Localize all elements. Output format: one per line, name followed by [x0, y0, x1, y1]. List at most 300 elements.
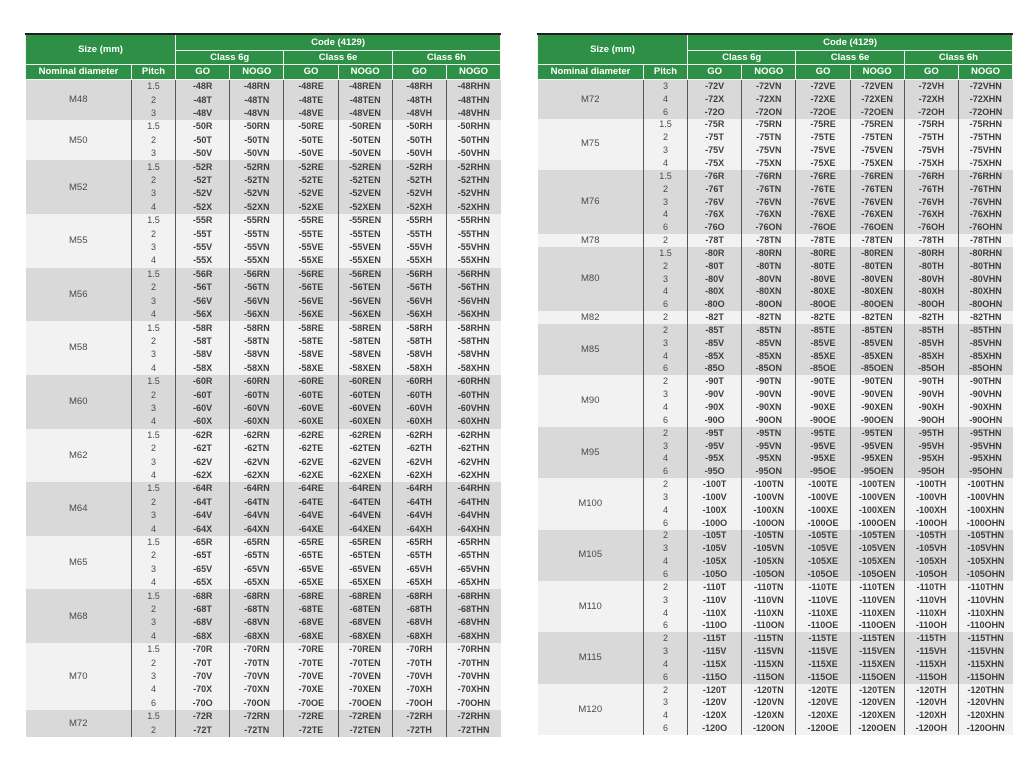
code-cell-6e-go: -72TE: [284, 724, 338, 737]
code-cell-6h-go: -110OH: [904, 619, 958, 632]
code-cell-6h-nogo: -60THN: [446, 388, 500, 401]
pitch-cell: 3: [132, 616, 176, 629]
pitch-cell: 1.5: [644, 170, 688, 183]
table-row: [538, 684, 1013, 697]
code-cell-6h-nogo: -105THN: [958, 530, 1012, 543]
code-cell-6h-nogo: -80VHN: [958, 273, 1012, 286]
code-cell-6h-go: -80OH: [904, 298, 958, 311]
code-cell-6h-go: -105XH: [904, 555, 958, 568]
header-pitch: Pitch: [644, 65, 688, 80]
pitch-cell: 2: [644, 375, 688, 388]
code-cell-6g-nogo: -105VN: [742, 542, 796, 555]
code-cell-6h-go: -110TH: [904, 581, 958, 594]
code-cell-6e-go: -65TE: [284, 549, 338, 562]
pitch-cell: 6: [644, 221, 688, 234]
code-cell-6e-nogo: -78TEN: [850, 234, 904, 247]
code-cell-6h-nogo: -72VHN: [958, 80, 1012, 93]
table-row: [538, 427, 1013, 440]
code-cell-6g-nogo: -76ON: [742, 221, 796, 234]
code-cell-6g-go: -95O: [688, 465, 742, 478]
pitch-cell: 4: [644, 208, 688, 221]
code-cell-6e-go: -68XE: [284, 630, 338, 643]
header-6h-go: GO: [392, 65, 446, 80]
code-cell-6g-go: -64X: [176, 522, 230, 535]
code-cell-6e-go: -95XE: [796, 452, 850, 465]
header-6h-nogo: NOGO: [446, 65, 500, 80]
code-cell-6g-go: -120V: [688, 697, 742, 710]
pitch-cell: 1.5: [132, 589, 176, 602]
code-cell-6h-nogo: -95OHN: [958, 465, 1012, 478]
code-cell-6e-nogo: -72XEN: [850, 93, 904, 106]
code-cell-6g-go: -115T: [688, 632, 742, 645]
code-cell-6g-go: -85T: [688, 324, 742, 337]
code-cell-6h-go: -80TH: [904, 260, 958, 273]
code-cell-6g-nogo: -55TN: [230, 227, 284, 240]
code-cell-6g-go: -52T: [176, 174, 230, 187]
code-cell-6e-go: -58TE: [284, 335, 338, 348]
pitch-cell: 4: [644, 658, 688, 671]
code-cell-6h-go: -62RH: [392, 429, 446, 442]
code-cell-6e-go: -58VE: [284, 348, 338, 361]
code-cell-6h-nogo: -110XHN: [958, 607, 1012, 620]
code-cell-6e-nogo: -65TEN: [338, 549, 392, 562]
code-cell-6g-nogo: -70TN: [230, 656, 284, 669]
code-cell-6g-go: -62R: [176, 429, 230, 442]
code-cell-6g-go: -90X: [688, 401, 742, 414]
table-row: [538, 234, 1013, 247]
code-cell-6h-go: -80XH: [904, 286, 958, 299]
header-6g-go: GO: [176, 65, 230, 80]
size-cell: M68: [26, 589, 132, 643]
pitch-cell: 1.5: [132, 268, 176, 281]
code-cell-6e-nogo: -68XEN: [338, 630, 392, 643]
code-cell-6h-nogo: -70RHN: [446, 643, 500, 656]
code-cell-6g-go: -68R: [176, 589, 230, 602]
code-cell-6g-go: -75X: [688, 157, 742, 170]
code-cell-6e-nogo: -90OEN: [850, 414, 904, 427]
table-row: [26, 482, 501, 495]
table-row: [26, 268, 501, 281]
code-cell-6h-nogo: -90VHN: [958, 388, 1012, 401]
code-cell-6e-go: -95VE: [796, 440, 850, 453]
code-cell-6g-go: -65T: [176, 549, 230, 562]
code-cell-6h-go: -90VH: [904, 388, 958, 401]
code-cell-6h-go: -52TH: [392, 174, 446, 187]
code-cell-6h-go: -65VH: [392, 563, 446, 576]
code-cell-6g-nogo: -120XN: [742, 709, 796, 722]
code-cell-6h-nogo: -55RHN: [446, 214, 500, 227]
pitch-cell: 4: [644, 286, 688, 299]
code-cell-6h-nogo: -65THN: [446, 549, 500, 562]
code-cell-6e-go: -55RE: [284, 214, 338, 227]
code-cell-6e-nogo: -70XEN: [338, 683, 392, 696]
code-cell-6h-nogo: -72THN: [446, 724, 500, 737]
code-cell-6e-go: -110TE: [796, 581, 850, 594]
code-cell-6h-go: -60RH: [392, 375, 446, 388]
code-cell-6h-go: -85OH: [904, 363, 958, 376]
code-cell-6e-go: -68VE: [284, 616, 338, 629]
code-cell-6e-nogo: -72REN: [338, 710, 392, 723]
code-cell-6h-nogo: -68VHN: [446, 616, 500, 629]
code-cell-6e-go: -48TE: [284, 93, 338, 106]
code-cell-6h-nogo: -60RHN: [446, 375, 500, 388]
pitch-cell: 2: [644, 234, 688, 247]
pitch-cell: 3: [644, 196, 688, 209]
code-cell-6h-go: -62TH: [392, 442, 446, 455]
size-cell: M64: [26, 482, 132, 536]
size-cell: M76: [538, 170, 644, 234]
code-cell-6g-nogo: -76VN: [742, 196, 796, 209]
code-cell-6h-go: -85VH: [904, 337, 958, 350]
code-cell-6g-nogo: -48RN: [230, 80, 284, 94]
code-cell-6h-nogo: -95XHN: [958, 452, 1012, 465]
code-cell-6g-nogo: -50RN: [230, 120, 284, 133]
code-cell-6e-go: -115VE: [796, 645, 850, 658]
size-cell: M72: [538, 80, 644, 119]
code-cell-6h-nogo: -55THN: [446, 227, 500, 240]
size-cell: M50: [26, 120, 132, 160]
code-cell-6g-go: -50R: [176, 120, 230, 133]
code-cell-6g-nogo: -56RN: [230, 268, 284, 281]
code-cell-6e-nogo: -76VEN: [850, 196, 904, 209]
code-cell-6h-nogo: -72RHN: [446, 710, 500, 723]
pitch-cell: 3: [132, 402, 176, 415]
code-cell-6g-nogo: -120TN: [742, 684, 796, 697]
code-cell-6h-go: -48VH: [392, 107, 446, 120]
code-cell-6g-go: -115O: [688, 671, 742, 684]
pitch-cell: 1.5: [132, 710, 176, 723]
pitch-cell: 1.5: [644, 119, 688, 132]
header-6e-nogo: NOGO: [850, 65, 904, 80]
code-cell-6g-nogo: -120ON: [742, 722, 796, 735]
code-cell-6g-go: -60R: [176, 375, 230, 388]
pitch-cell: 4: [644, 93, 688, 106]
code-cell-6h-go: -55RH: [392, 214, 446, 227]
code-cell-6g-nogo: -85XN: [742, 350, 796, 363]
code-cell-6e-go: -115XE: [796, 658, 850, 671]
code-cell-6e-go: -76OE: [796, 221, 850, 234]
code-cell-6g-nogo: -64RN: [230, 482, 284, 495]
header-code: Code (4129): [688, 34, 1013, 51]
code-cell-6g-nogo: -58TN: [230, 335, 284, 348]
code-cell-6e-nogo: -95VEN: [850, 440, 904, 453]
code-cell-6e-go: -52XE: [284, 201, 338, 214]
code-cell-6g-nogo: -60RN: [230, 375, 284, 388]
pitch-cell: 2: [644, 131, 688, 144]
table-body: [26, 80, 501, 737]
code-cell-6g-go: -95T: [688, 427, 742, 440]
code-cell-6g-nogo: -90XN: [742, 401, 796, 414]
code-cell-6g-go: -72T: [176, 724, 230, 737]
pitch-cell: 1.5: [132, 482, 176, 495]
code-cell-6e-nogo: -80XEN: [850, 286, 904, 299]
code-cell-6h-go: -72OH: [904, 106, 958, 119]
pitch-cell: 6: [644, 363, 688, 376]
code-cell-6h-nogo: -65RHN: [446, 536, 500, 549]
code-cell-6g-go: -100O: [688, 517, 742, 530]
code-cell-6g-go: -110X: [688, 607, 742, 620]
code-cell-6g-go: -105V: [688, 542, 742, 555]
code-cell-6e-go: -80OE: [796, 298, 850, 311]
code-cell-6e-go: -50RE: [284, 120, 338, 133]
code-cell-6e-nogo: -72VEN: [850, 80, 904, 93]
code-cell-6h-nogo: -100VHN: [958, 491, 1012, 504]
code-cell-6g-go: -105O: [688, 568, 742, 581]
code-cell-6h-go: -58XH: [392, 362, 446, 375]
code-cell-6g-go: -52V: [176, 187, 230, 200]
code-cell-6h-go: -58TH: [392, 335, 446, 348]
code-cell-6e-nogo: -52TEN: [338, 174, 392, 187]
code-cell-6g-nogo: -68RN: [230, 589, 284, 602]
header-6h-nogo: NOGO: [958, 65, 1012, 80]
code-cell-6e-go: -72VE: [796, 80, 850, 93]
code-cell-6h-go: -120VH: [904, 697, 958, 710]
table-row: [538, 119, 1013, 132]
code-cell-6h-go: -62XH: [392, 469, 446, 482]
code-cell-6g-nogo: -64XN: [230, 522, 284, 535]
code-cell-6g-go: -72V: [688, 80, 742, 93]
code-cell-6h-nogo: -60XHN: [446, 415, 500, 428]
pitch-cell: 3: [644, 337, 688, 350]
code-cell-6e-go: -56XE: [284, 308, 338, 321]
pitch-cell: 4: [132, 201, 176, 214]
code-cell-6g-go: -64T: [176, 496, 230, 509]
code-cell-6h-nogo: -50RHN: [446, 120, 500, 133]
code-cell-6e-go: -110VE: [796, 594, 850, 607]
code-cell-6g-nogo: -62RN: [230, 429, 284, 442]
code-cell-6h-nogo: -52RHN: [446, 160, 500, 173]
code-cell-6h-go: -65RH: [392, 536, 446, 549]
pitch-cell: 3: [132, 563, 176, 576]
code-cell-6e-nogo: -100TEN: [850, 478, 904, 491]
code-cell-6e-go: -70XE: [284, 683, 338, 696]
code-cell-6g-go: -75V: [688, 144, 742, 157]
pitch-cell: 2: [132, 281, 176, 294]
code-cell-6h-go: -100VH: [904, 491, 958, 504]
code-cell-6g-go: -62V: [176, 455, 230, 468]
code-cell-6e-nogo: -85VEN: [850, 337, 904, 350]
size-cell: M120: [538, 684, 644, 735]
code-cell-6g-go: -62X: [176, 469, 230, 482]
code-cell-6h-nogo: -64RHN: [446, 482, 500, 495]
code-cell-6g-nogo: -72TN: [230, 724, 284, 737]
code-cell-6e-nogo: -50TEN: [338, 134, 392, 147]
code-cell-6g-nogo: -110XN: [742, 607, 796, 620]
code-cell-6e-nogo: -70TEN: [338, 656, 392, 669]
code-cell-6g-go: -48V: [176, 107, 230, 120]
code-cell-6h-go: -65XH: [392, 576, 446, 589]
header-class-6g: Class 6g: [176, 51, 284, 65]
code-cell-6h-go: -70OH: [392, 697, 446, 710]
code-cell-6h-nogo: -64THN: [446, 496, 500, 509]
size-cell: M52: [26, 160, 132, 214]
table-row: [538, 478, 1013, 491]
code-cell-6g-go: -64V: [176, 509, 230, 522]
code-cell-6g-nogo: -62XN: [230, 469, 284, 482]
code-cell-6h-nogo: -64XHN: [446, 522, 500, 535]
code-cell-6h-nogo: -95THN: [958, 427, 1012, 440]
pitch-cell: 4: [132, 683, 176, 696]
pitch-cell: 4: [132, 576, 176, 589]
code-cell-6e-nogo: -105OEN: [850, 568, 904, 581]
code-cell-6e-go: -58RE: [284, 321, 338, 334]
code-cell-6e-go: -70TE: [284, 656, 338, 669]
table-row: [538, 170, 1013, 183]
pitch-cell: 4: [132, 362, 176, 375]
code-cell-6g-nogo: -50VN: [230, 147, 284, 160]
code-cell-6e-nogo: -120OEN: [850, 722, 904, 735]
pitch-cell: 3: [644, 542, 688, 555]
code-cell-6h-nogo: -76RHN: [958, 170, 1012, 183]
size-cell: M80: [538, 247, 644, 311]
table-row: [538, 581, 1013, 594]
code-cell-6h-go: -78TH: [904, 234, 958, 247]
code-cell-6e-go: -75VE: [796, 144, 850, 157]
pitch-cell: 3: [644, 491, 688, 504]
pitch-cell: 6: [644, 106, 688, 119]
pitch-cell: 2: [132, 603, 176, 616]
pitch-cell: 2: [644, 311, 688, 324]
code-cell-6e-nogo: -58XEN: [338, 362, 392, 375]
code-cell-6e-nogo: -68VEN: [338, 616, 392, 629]
code-cell-6g-nogo: -100VN: [742, 491, 796, 504]
code-cell-6g-go: -65V: [176, 563, 230, 576]
code-cell-6g-go: -120T: [688, 684, 742, 697]
code-cell-6g-go: -80T: [688, 260, 742, 273]
code-cell-6g-go: -76X: [688, 208, 742, 221]
code-cell-6e-go: -52RE: [284, 160, 338, 173]
code-cell-6h-nogo: -62RHN: [446, 429, 500, 442]
code-cell-6g-go: -70X: [176, 683, 230, 696]
code-cell-6e-nogo: -50REN: [338, 120, 392, 133]
code-cell-6h-nogo: -85XHN: [958, 350, 1012, 363]
code-cell-6g-nogo: -50TN: [230, 134, 284, 147]
code-cell-6g-nogo: -105TN: [742, 530, 796, 543]
code-cell-6e-nogo: -68TEN: [338, 603, 392, 616]
code-cell-6h-go: -52XH: [392, 201, 446, 214]
size-cell: M58: [26, 321, 132, 375]
code-cell-6g-nogo: -68VN: [230, 616, 284, 629]
code-cell-6g-nogo: -70VN: [230, 670, 284, 683]
pitch-cell: 3: [132, 241, 176, 254]
code-cell-6e-go: -55TE: [284, 227, 338, 240]
pitch-cell: 1.5: [644, 247, 688, 260]
code-cell-6e-nogo: -110XEN: [850, 607, 904, 620]
code-cell-6g-go: -68T: [176, 603, 230, 616]
code-cell-6g-go: -75R: [688, 119, 742, 132]
pitch-cell: 3: [644, 440, 688, 453]
code-cell-6g-nogo: -85ON: [742, 363, 796, 376]
pitch-cell: 3: [132, 348, 176, 361]
code-cell-6e-nogo: -52VEN: [338, 187, 392, 200]
code-cell-6h-nogo: -48RHN: [446, 80, 500, 94]
code-cell-6g-go: -75T: [688, 131, 742, 144]
size-cell: M62: [26, 429, 132, 483]
code-cell-6e-nogo: -55VEN: [338, 241, 392, 254]
code-cell-6g-nogo: -52VN: [230, 187, 284, 200]
code-cell-6e-go: -90TE: [796, 375, 850, 388]
code-cell-6e-go: -100TE: [796, 478, 850, 491]
code-cell-6g-go: -72O: [688, 106, 742, 119]
pitch-cell: 3: [644, 645, 688, 658]
code-cell-6g-nogo: -70RN: [230, 643, 284, 656]
code-cell-6h-nogo: -105VHN: [958, 542, 1012, 555]
code-cell-6h-nogo: -115XHN: [958, 658, 1012, 671]
code-cell-6e-go: -55VE: [284, 241, 338, 254]
code-cell-6g-go: -76V: [688, 196, 742, 209]
code-cell-6h-go: -76TH: [904, 183, 958, 196]
size-cell: M60: [26, 375, 132, 429]
code-cell-6g-go: -76T: [688, 183, 742, 196]
code-cell-6g-go: -72R: [176, 710, 230, 723]
code-cell-6e-go: -72OE: [796, 106, 850, 119]
pitch-cell: 2: [644, 478, 688, 491]
code-cell-6h-nogo: -55XHN: [446, 254, 500, 267]
code-cell-6h-nogo: -58THN: [446, 335, 500, 348]
code-cell-6g-nogo: -115TN: [742, 632, 796, 645]
pitch-cell: 6: [132, 697, 176, 710]
code-cell-6e-go: -60VE: [284, 402, 338, 415]
code-cell-6g-go: -65X: [176, 576, 230, 589]
code-cell-6g-go: -90V: [688, 388, 742, 401]
code-cell-6h-nogo: -70XHN: [446, 683, 500, 696]
code-cell-6e-go: -64VE: [284, 509, 338, 522]
header-6e-go: GO: [796, 65, 850, 80]
code-cell-6g-go: -85V: [688, 337, 742, 350]
pitch-cell: 2: [644, 684, 688, 697]
code-cell-6h-go: -60VH: [392, 402, 446, 415]
code-cell-6e-nogo: -85TEN: [850, 324, 904, 337]
code-cell-6e-go: -90VE: [796, 388, 850, 401]
code-cell-6g-nogo: -76TN: [742, 183, 796, 196]
code-cell-6e-nogo: -70VEN: [338, 670, 392, 683]
code-cell-6g-go: -105T: [688, 530, 742, 543]
code-cell-6g-go: -110O: [688, 619, 742, 632]
code-cell-6g-go: -110V: [688, 594, 742, 607]
code-cell-6h-nogo: -70THN: [446, 656, 500, 669]
code-cell-6h-go: -72RH: [392, 710, 446, 723]
code-cell-6h-nogo: -120OHN: [958, 722, 1012, 735]
code-cell-6g-go: -120O: [688, 722, 742, 735]
code-cell-6e-go: -50VE: [284, 147, 338, 160]
code-cell-6h-go: -55XH: [392, 254, 446, 267]
pitch-cell: 4: [132, 308, 176, 321]
pitch-cell: 2: [644, 260, 688, 273]
code-cell-6e-nogo: -80REN: [850, 247, 904, 260]
code-cell-6h-go: -100XH: [904, 504, 958, 517]
code-cell-6h-nogo: -80XHN: [958, 286, 1012, 299]
code-cell-6e-go: -55XE: [284, 254, 338, 267]
code-cell-6h-go: -76RH: [904, 170, 958, 183]
code-cell-6e-nogo: -65XEN: [338, 576, 392, 589]
code-cell-6g-nogo: -60VN: [230, 402, 284, 415]
code-cell-6g-nogo: -82TN: [742, 311, 796, 324]
code-cell-6g-nogo: -75XN: [742, 157, 796, 170]
code-cell-6e-go: -82TE: [796, 311, 850, 324]
code-cell-6h-go: -55TH: [392, 227, 446, 240]
pitch-cell: 4: [644, 709, 688, 722]
code-cell-6e-go: -64RE: [284, 482, 338, 495]
header-class-6e: Class 6e: [796, 51, 904, 65]
code-cell-6h-nogo: -50VHN: [446, 147, 500, 160]
code-cell-6e-nogo: -60TEN: [338, 388, 392, 401]
pitch-cell: 3: [644, 144, 688, 157]
code-cell-6h-go: -70RH: [392, 643, 446, 656]
code-cell-6e-nogo: -64VEN: [338, 509, 392, 522]
code-cell-6h-nogo: -120XHN: [958, 709, 1012, 722]
pitch-cell: 3: [644, 80, 688, 93]
code-cell-6h-nogo: -62VHN: [446, 455, 500, 468]
